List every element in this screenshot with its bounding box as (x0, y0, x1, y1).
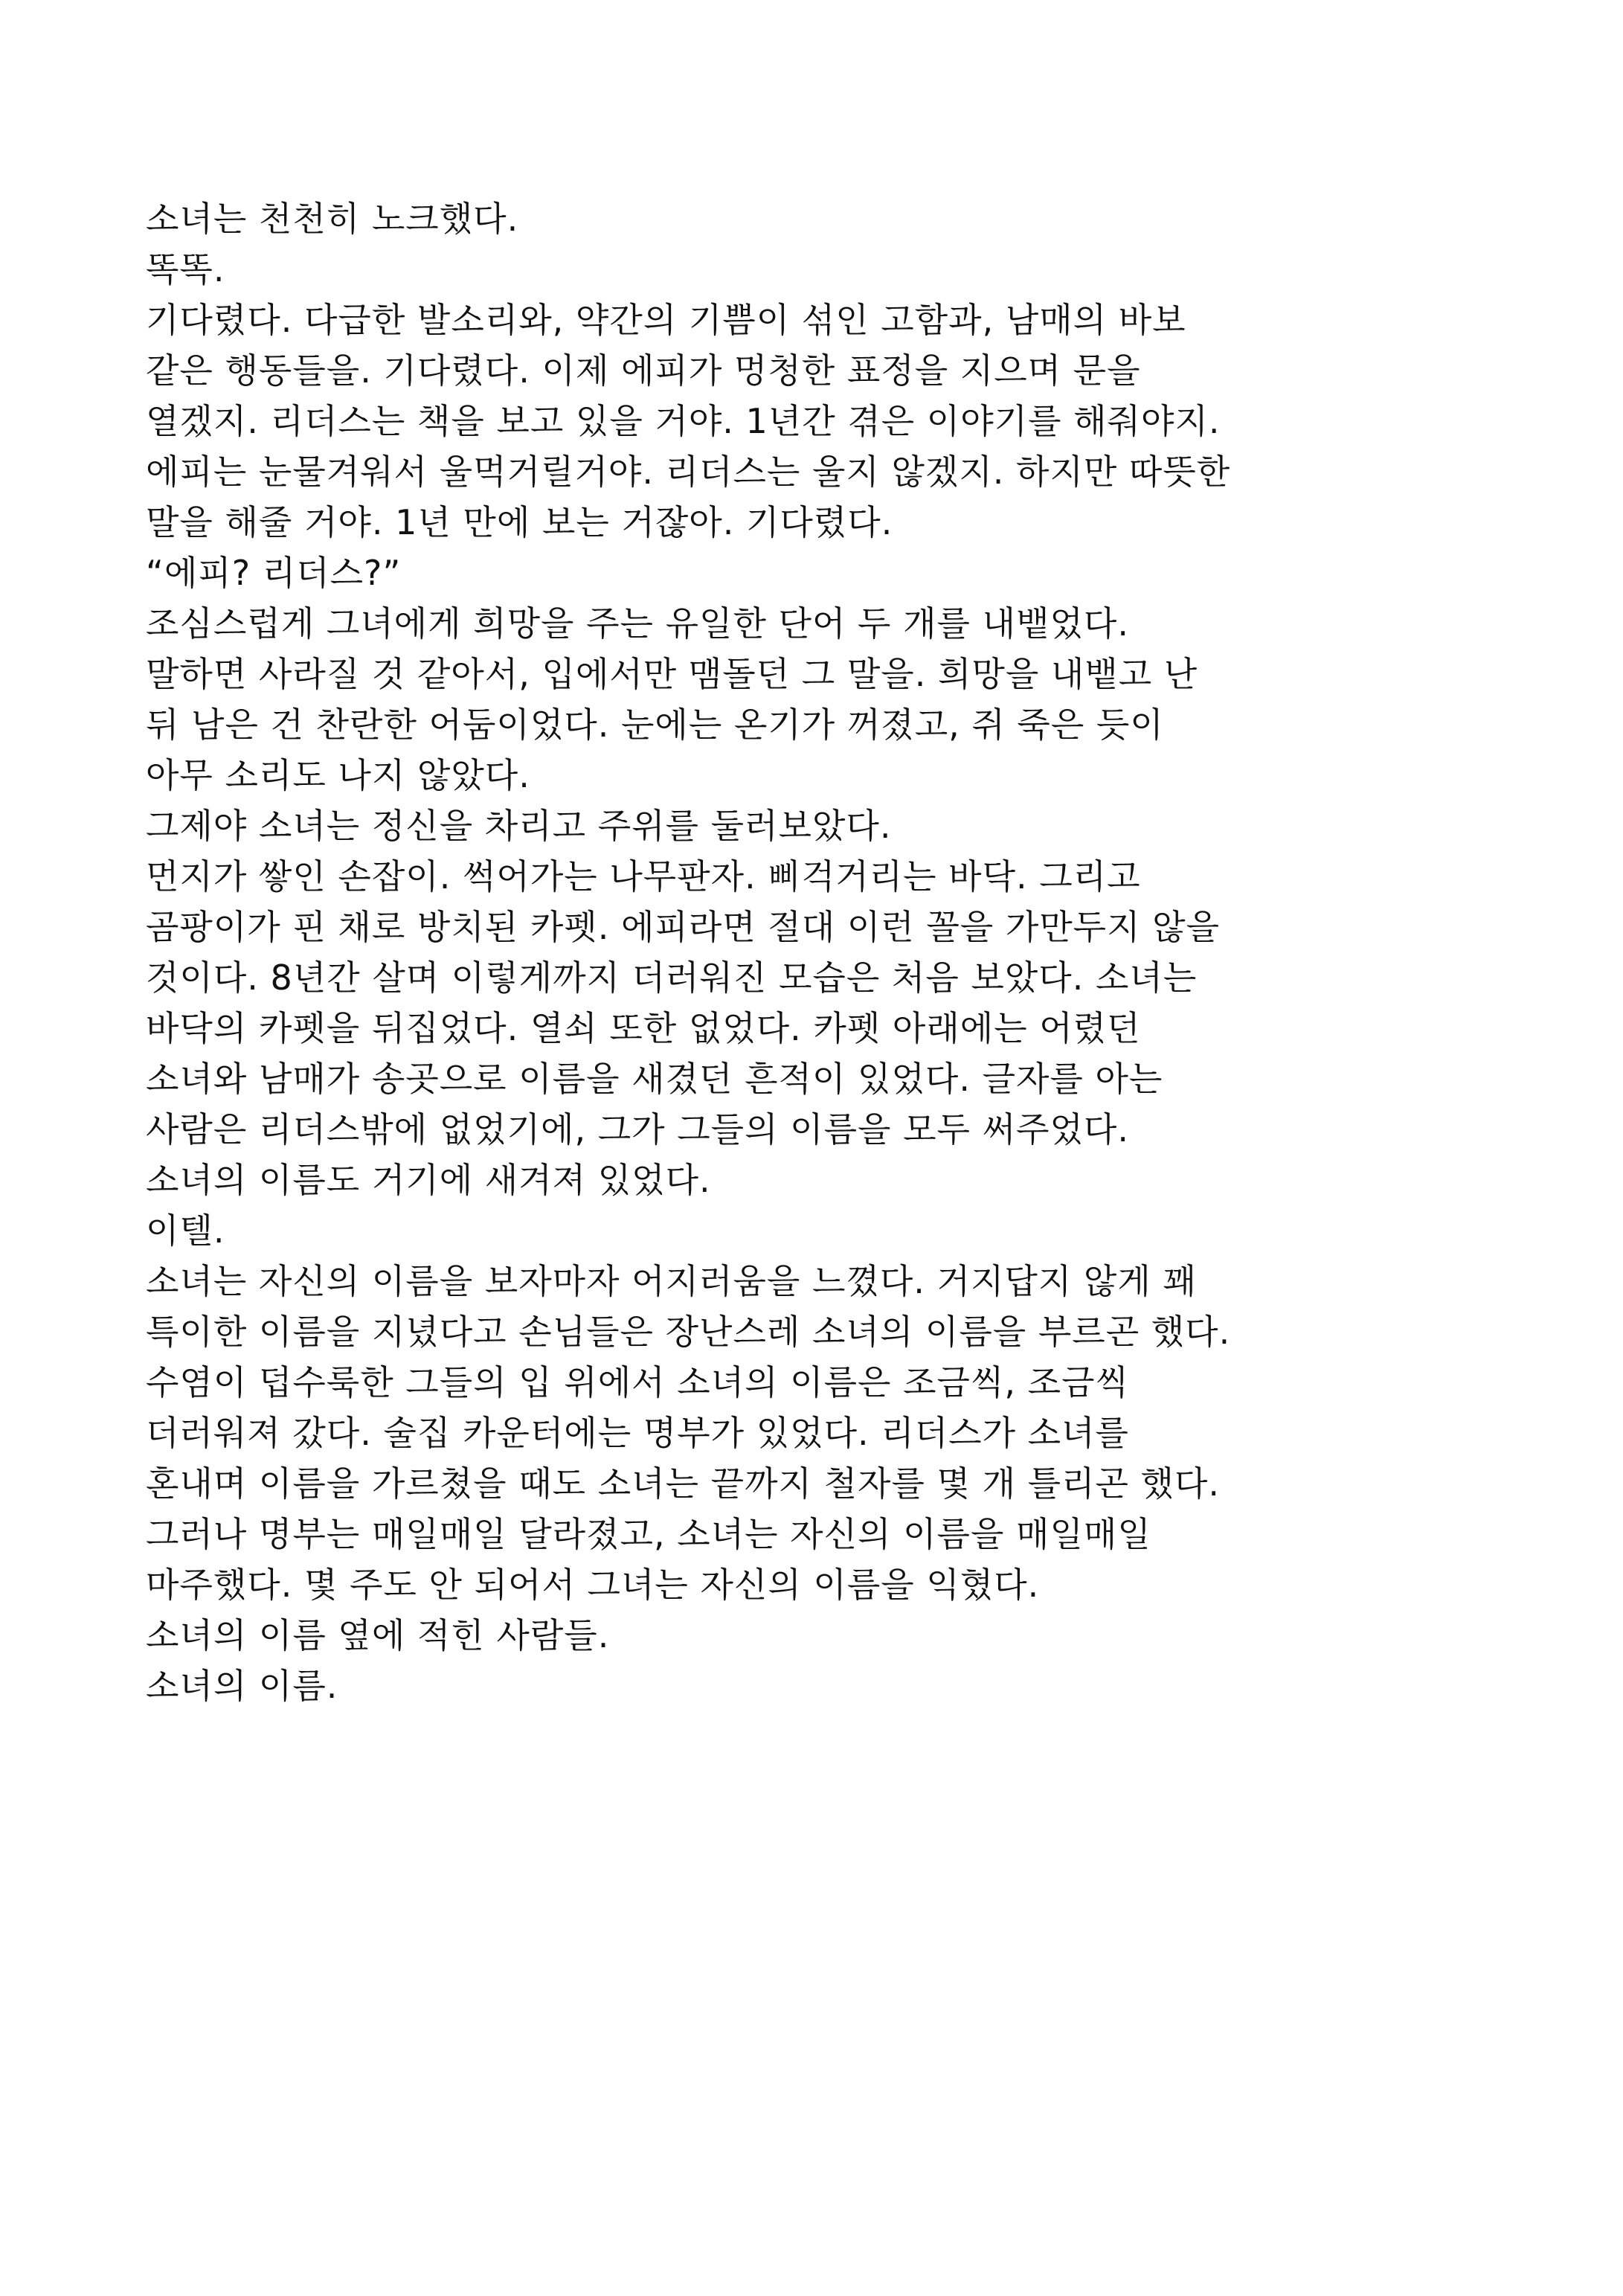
text-line: 똑똑. (146, 249, 225, 289)
text-line: 혼내며 이름을 가르쳤을 때도 소녀는 끝까지 철자를 몇 개 틀리곤 했다. (146, 1463, 1221, 1504)
text-line: 같은 행동들을. 기다렸다. 이제 에피가 멍청한 표정을 지으며 문을 (146, 350, 1141, 391)
text-line: 소녀와 남매가 송곳으로 이름을 새겼던 흔적이 있었다. 글자를 아는 (146, 1059, 1163, 1099)
text-line: 곰팡이가 핀 채로 방치된 카펫. 에피라면 절대 이런 꼴을 가만두지 않을 (146, 907, 1221, 947)
text-line: 기다렸다. 다급한 발소리와, 약간의 기쁨이 섞인 고함과, 남매의 바보 (146, 300, 1186, 340)
text-line: 특이한 이름을 지녔다고 손님들은 장난스레 소녀의 이름을 부르곤 했다. (146, 1312, 1231, 1352)
text-line: 조심스럽게 그녀에게 희망을 주는 유일한 단어 두 개를 내뱉었다. (146, 603, 1129, 644)
text-line: 사람은 리더스밖에 없었기에, 그가 그들의 이름을 모두 써주었다. (146, 1109, 1129, 1149)
text-line: 소녀는 천천히 노크했다. (146, 199, 519, 239)
text-line: 소녀의 이름. (146, 1666, 338, 1706)
text-line: 더러워져 갔다. 술집 카운터에는 명부가 있었다. 리더스가 소녀를 (146, 1413, 1129, 1453)
text-line: 그제야 소녀는 정신을 차리고 주위를 둘러보았다. (146, 806, 892, 846)
text-line: 아무 소리도 나지 않았다. (146, 755, 530, 795)
text-line: 바닥의 카펫을 뒤집었다. 열쇠 또한 없었다. 카펫 아래에는 어렸던 (146, 1008, 1141, 1048)
text-line: 에피는 눈물겨워서 울먹거릴거야. 리더스는 울지 않겠지. 하지만 따뜻한 (146, 452, 1231, 492)
text-line: 것이다. 8년간 살며 이렇게까지 더러워진 모습은 처음 보았다. 소녀는 (146, 958, 1198, 998)
text-line: 이텔. (146, 1210, 225, 1251)
text-line: 소녀의 이름 옆에 적힌 사람들. (146, 1615, 610, 1655)
text-line: 마주했다. 몇 주도 안 되어서 그녀는 자신의 이름을 익혔다. (146, 1565, 1040, 1605)
text-line: 소녀의 이름도 거기에 새겨져 있었다. (146, 1160, 711, 1200)
body-text (146, 193, 1529, 1711)
text-line: 열겠지. 리더스는 책을 보고 있을 거야. 1년간 겪은 이야기를 해줘야지. (146, 401, 1221, 441)
text-line: 수염이 덥수룩한 그들의 입 위에서 소녀의 이름은 조금씩, 조금씩 (146, 1362, 1129, 1402)
text-line: 소녀는 자신의 이름을 보자마자 어지러움을 느꼈다. 거지답지 않게 꽤 (146, 1261, 1197, 1301)
text-line: 말하면 사라질 것 같아서, 입에서만 맴돌던 그 말을. 희망을 내뱉고 난 (146, 654, 1198, 694)
text-line: 말을 해줄 거야. 1년 만에 보는 거잖아. 기다렸다. (146, 502, 893, 542)
text-line: 뒤 남은 건 찬란한 어둠이었다. 눈에는 온기가 꺼졌고, 쥐 죽은 듯이 (146, 705, 1164, 745)
text-line: “에피? 리더스?” (146, 553, 402, 593)
text-line: 그러나 명부는 매일매일 달라졌고, 소녀는 자신의 이름을 매일매일 (146, 1514, 1151, 1554)
text-line: 먼지가 쌓인 손잡이. 썩어가는 나무판자. 삐걱거리는 바닥. 그리고 (146, 856, 1141, 897)
